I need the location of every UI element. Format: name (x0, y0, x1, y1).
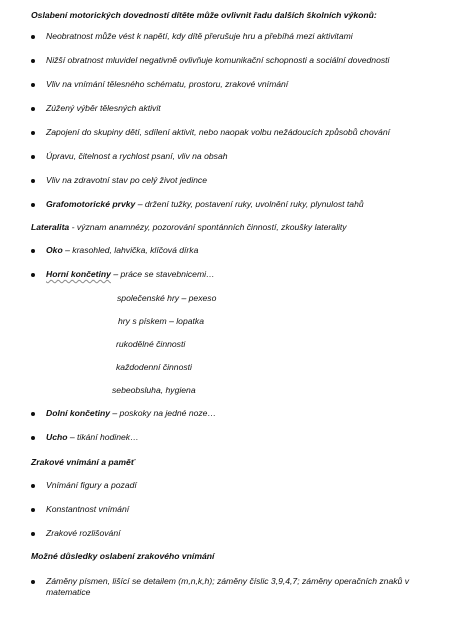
list-item: Záměny písmen, lišící se detailem (m,n,k,h); záměny číslic 3,9,4,7; záměny operačních znaků v matematice (46, 576, 409, 597)
list-item: Zrakové rozlišování (46, 528, 121, 538)
sub-item: každodenní činnosti (116, 362, 192, 372)
list-item: Zapojení do skupiny dětí, sdílení aktivit, nebo naopak volbu nežádoucích způsobů chování (46, 127, 390, 137)
ucho-label: Ucho (46, 432, 68, 442)
horni-label: Horní končetiny (46, 269, 111, 279)
laterality-line (31, 222, 347, 233)
list-item-oko (46, 245, 198, 256)
bullet-icon (31, 273, 35, 277)
list-item: Vliv na vnímání tělesného schématu, prostoru, zrakové vnímání (46, 79, 289, 89)
horni-text: – práce se stavebnicemi… (110, 269, 215, 279)
laterality-text: - význam anamnézy, pozorování spontánních činností, zkoušky laterality (69, 222, 347, 232)
sub-item: sebeobsluha, hygiena (112, 385, 196, 395)
bullet-icon (31, 532, 35, 536)
list-item: Úpravu, čitelnost a rychlost psaní, vliv na obsah (46, 151, 228, 161)
bullet-icon (31, 249, 35, 253)
list-item: Konstantnost vnímání (46, 504, 130, 514)
bullet-icon (31, 107, 35, 111)
dolni-label: Dolní končetiny (46, 408, 110, 418)
bullet-icon (31, 59, 35, 63)
bullet-icon (31, 83, 35, 87)
heading-motor-skills: Oslabení motorických dovedností dítěte může ovlivnit řadu dalších školních výkonů: (31, 10, 377, 20)
list-item-dolni (46, 408, 216, 419)
bullet-icon (31, 580, 35, 584)
grafomotor-text: – držení tužky, postavení ruky, uvolnění ruky, plynulost tahů (135, 199, 364, 209)
list-item: Vliv na zdravotní stav po celý život jedince (46, 175, 207, 185)
ucho-text: – tikání hodinek… (67, 432, 139, 442)
bullet-icon (31, 203, 35, 207)
sub-item: společenské hry – pexeso (117, 293, 217, 303)
oko-label: Oko (46, 245, 63, 255)
bullet-icon (31, 155, 35, 159)
sub-item: rukodělné činnosti (116, 339, 186, 349)
list-item: Vnímání figury a pozadí (46, 480, 137, 490)
bullet-icon (31, 179, 35, 183)
list-item-grafomotor (46, 199, 364, 210)
list-item: Nižší obratnost mluvidel negativně ovlivňuje komunikační schopnosti a sociální dovednosti (46, 55, 390, 65)
heading-consequences: Možné důsledky oslabení zrakového vnímání (31, 551, 215, 561)
list-item: Neobratnost může vést k napětí, kdy dítě přerušuje hru a přebíhá mezi aktivitami (46, 31, 353, 41)
dolni-text: – poskoky na jedné noze… (109, 408, 217, 418)
list-item-ucho (46, 432, 139, 443)
oko-text: – krasohled, lahvička, klíčová dírka (62, 245, 199, 255)
bullet-icon (31, 35, 35, 39)
list-item-horni (46, 269, 215, 280)
heading-visual-perception: Zrakové vnímání a paměť (31, 457, 135, 467)
list-item: Zúžený výběr tělesných aktivit (46, 103, 161, 113)
sub-item: hry s pískem – lopatka (118, 316, 204, 326)
bullet-icon (31, 484, 35, 488)
laterality-label: Lateralita (31, 222, 70, 232)
bullet-icon (31, 508, 35, 512)
bullet-icon (31, 412, 35, 416)
grafomotor-label: Grafomotorické prvky (46, 199, 136, 209)
bullet-icon (31, 436, 35, 440)
bullet-icon (31, 131, 35, 135)
